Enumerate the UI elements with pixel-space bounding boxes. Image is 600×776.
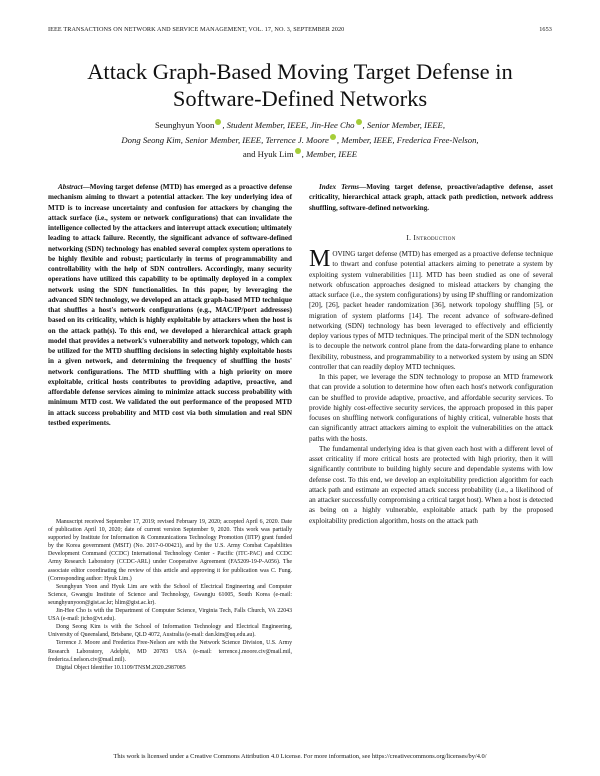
- footnote: Seunghyun Yoon and Hyuk Lim are with the School of Electrical Engineering and Computer Science, Gwangju Institute of Science and Technology, Gwangju 61005, South Korea (e-mail: seunghyunyoon@gist.ac.kr; hlim@gist.ac.kr).: [48, 583, 292, 606]
- author-affil-3: , Member, IEEE, Frederica Free-Nelson,: [336, 134, 479, 145]
- section-heading: I. Introduction: [406, 232, 456, 242]
- index-terms: [309, 182, 553, 213]
- author-list: [60, 118, 540, 162]
- journal-name: IEEE TRANSACTIONS ON NETWORK AND SERVICE MANAGEMENT, VOL. 17, NO. 3, SEPTEMBER 2020: [48, 26, 345, 33]
- author-kim-moore: Dong Seong Kim, Senior Member, IEEE, Terrence J. Moore: [121, 134, 329, 145]
- abstract-label: Abstract: [58, 183, 83, 191]
- orcid-icon[interactable]: [295, 148, 301, 154]
- introduction: [309, 246, 553, 526]
- author-line-3: [60, 147, 540, 162]
- orcid-icon[interactable]: [356, 119, 362, 125]
- orcid-icon[interactable]: [215, 119, 221, 125]
- title-line-2: Software-Defined Networks: [172, 86, 428, 111]
- footnotes: [48, 518, 292, 672]
- footnote: Terrence J. Moore and Frederica Free-Nelson are with the Network Science Division, U.S. Army Research Laboratory, Adelphi, MD 20783 USA (e-mail: terrence.j.moore.civ@mail.mil, frederica.f.nelson.civ@mail.mil).: [48, 640, 292, 663]
- author-lim: and Hyuk Lim: [242, 149, 294, 159]
- abstract: [48, 182, 292, 428]
- intro-paragraph: In this paper, we leverage the SDN technology to propose an MTD framework that can provide a solution to determine how often each host's network configuration can be shuffled to provide adaptive, proactive, and affordable security services. To provide highly cost-effective security services, the approach proposed in this paper focuses on shuffling network configurations of highly critical, vulnerable hosts that can significantly attract attackers aiming to exploit the vulnerabilities on the attack paths with the hosts.: [309, 373, 553, 443]
- index-terms-text: —Moving target defense, proactive/adaptive defense, asset criticality, hierarchical attack graph, attack path prediction, network address shuffling, software-defined networking.: [309, 183, 553, 212]
- running-head: [48, 26, 552, 33]
- title-line-1: Attack Graph-Based Moving Target Defense in: [87, 59, 513, 84]
- footnote: Manuscript received September 17, 2019; revised February 19, 2020; accepted April 6, 2020. Date of publication April 10, 2020; date of current version September 9, 2020. This work was partially supported by Institute for Information & Communications Technology Promotion (IITP) grant funded by the Korea government (MSIT) (No. 2017-0-00421), and by the U.S. Army Combat Capabilities Development Command (CCDC) International Technology Center - Pacific (ITC-PAC) and CCDC Army Research Laboratory (CCDC-ARL) under Cooperative Agreement (FA5209-19-P-A056). The associate editor coordinating the review of this article and approving it for publication was C. Fung. (Corresponding author: Hyuk Lim.): [48, 519, 292, 582]
- paper-title: [40, 58, 560, 112]
- intro-paragraph: The fundamental underlying idea is that given each host with a different level of asset criticality if more critical hosts are protected with high priority, then it will significantly contribute to building highly secure and dependable systems with low defense cost. To this end, we develop an exploitability prediction algorithm for each attack path and estimate an expected attack success probability (i.e., a likelihood of an attacker successfully compromising a critical target host). When a host is detected as being on a highly vulnerable, exploitable attack path by the proposed exploitability prediction algorithm, hosts on the attack path: [309, 444, 553, 525]
- author-affil-2: , Senior Member, IEEE,: [362, 120, 446, 130]
- footnote: Dong Seong Kim is with the School of Information Technology and Electrical Engineering, University of Queensland, Brisbane, QLD 4072, Australia (e-mail: dan.kim@uq.edu.au).: [48, 624, 292, 639]
- index-terms-label: Index Terms: [319, 183, 360, 191]
- intro-paragraph: MOVING target defense (MTD) has emerged as a proactive defense technique to thwart and confuse potential attackers aiming to penetrate a system by exploiting system vulnerabilities [11]. MTD has been studied as one of several network obfuscation approaches designed to mislead attackers by changing the attack surface (i.e., the system configurations) by using IP shuffling or randomization [20], [26], packet header randomization [36], network topology shuffling [5], or migration of system platforms [14]. The recent advance of software-defined networking (SDN) technology has been leveraged to effectively and efficiently deploy various types of MTD techniques. The principal merit of the SDN technology is to decouple the network control plane from the data-forwarding plane to enhance flexibility, robustness, and programmability to a networked system by using an SDN controller that can readily deploy MTD techniques.: [309, 246, 553, 371]
- author-line-2: [60, 133, 540, 148]
- orcid-icon[interactable]: [330, 134, 336, 140]
- author-yoon: Seunghyun Yoon: [154, 120, 215, 130]
- footnote: Jin-Hee Cho is with the Department of Computer Science, Virginia Tech, Falls Church, VA 22043 USA (e-mail: jicho@vt.edu).: [48, 608, 292, 623]
- left-column: [48, 182, 292, 428]
- license-note: This work is licensed under a Creative Commons Attribution 4.0 License. For more information, see https://creativecommons.org/licenses/by/4.0/: [113, 753, 487, 760]
- doi[interactable]: Digital Object Identifier 10.1109/TNSM.2020.2987085: [56, 664, 186, 671]
- drop-cap: M: [309, 246, 331, 272]
- page-number: 1653: [539, 26, 552, 33]
- author-line-1: [60, 118, 540, 133]
- author-affil-4: , Member, IEEE: [301, 149, 358, 159]
- author-affil-1: , Student Member, IEEE, Jin-Hee Cho: [222, 120, 355, 130]
- abstract-text: —Moving target defense (MTD) has emerged as a proactive defense mechanism aiming to thwart a potential attacker. The key underlying idea of MTD is to increase uncertainty and confusion for attackers by changing the attack surface (i.e., system or network configurations) that can invalidate the intelligence collected by the attackers and interrupt attack execution; ultimately leading to attack failure. Recently, the significant advance of software-defined networking (SDN) technology has enabled several complex system operations to be highly flexible and robust; particularly in terms of programmability and controllability with the help of SDN controllers. Accordingly, many security operations have utilized this capability to be optimally deployed in a complex network using the SDN functionalities. In this paper, by leveraging the advanced SDN technology, we developed an attack graph-based MTD technique that shuffles a host's network configurations (e.g., MAC/IP/port addresses) based on its criticality, which is highly exploitable by attackers when the host is on the attack path(s). To this end, we developed a hierarchical attack graph model that provides a network's vulnerability and network topology, which can be utilized for the MTD shuffling decisions in selecting highly exploitable hosts in a given network, and determining the frequency of shuffling the hosts' network configurations. The MTD shuffling with a high priority on more exploitable, critical hosts contributes to providing adaptive, proactive, and affordable defense services aiming to minimize attack success probability with minimum MTD cost. We validated the out performance of the proposed MTD in attack success probability and MTD cost via both simulation and real SDN testbed experiments.: [48, 183, 292, 427]
- right-column: [309, 182, 553, 526]
